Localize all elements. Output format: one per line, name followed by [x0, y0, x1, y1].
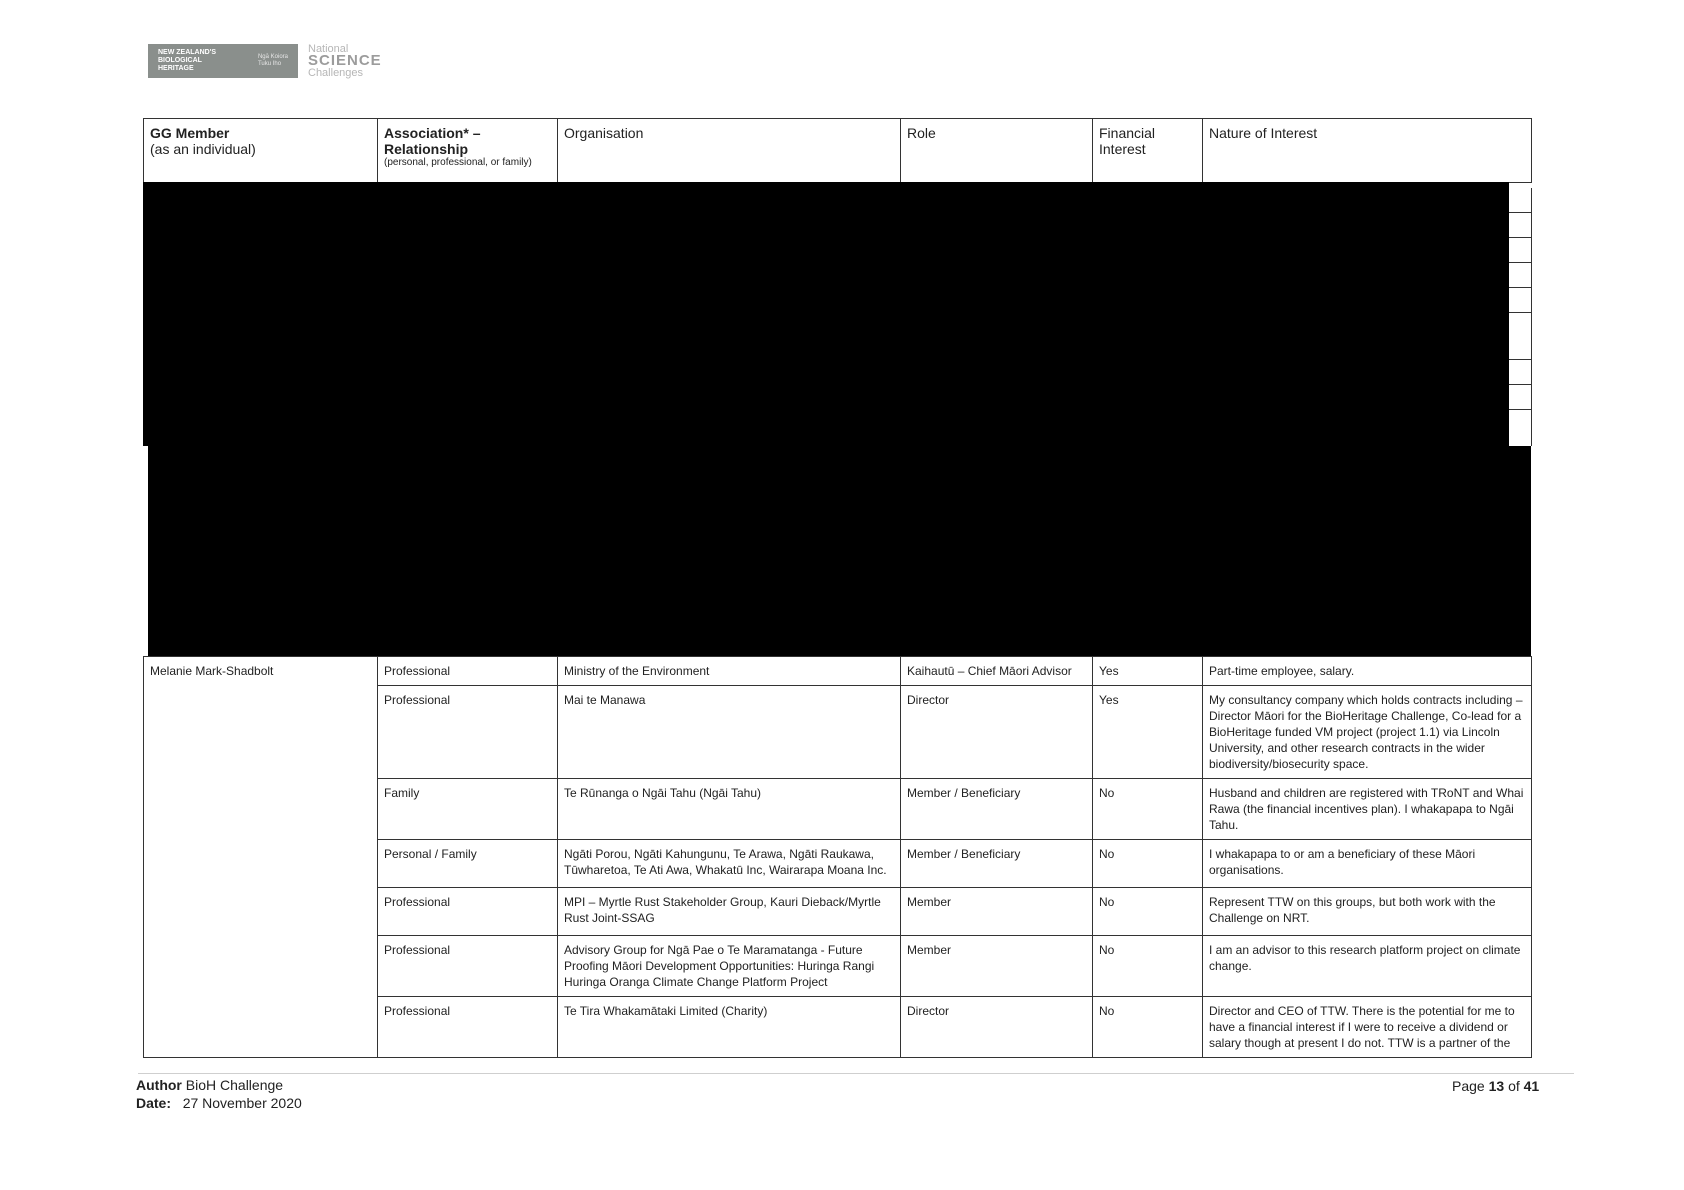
cell-organisation: Te Tira Whakamātaki Limited (Charity): [558, 997, 901, 1058]
cell-financial: No: [1093, 997, 1203, 1058]
redaction-edge-lines: [1509, 188, 1532, 446]
header-nature-of-interest: Nature of Interest: [1203, 119, 1532, 183]
header-association-sub: (personal, professional, or family): [384, 157, 532, 168]
cell-financial: Yes: [1093, 686, 1203, 779]
cell-nature: Director and CEO of TTW. There is the potential for me to have a financial interest if I were to receive a dividend or salary though at present I do not. TTW is a partner of the: [1203, 997, 1532, 1058]
header-association: [378, 119, 558, 183]
cell-role: Director: [901, 997, 1093, 1058]
redaction-block: [143, 182, 1509, 446]
cell-organisation: Advisory Group for Ngā Pae o Te Maramatanga - Future Proofing Māori Development Opportunities: Huringa Rangi Huringa Oranga Climate Change Platform Project: [558, 936, 901, 997]
logo-line: Tuku Iho: [257, 61, 282, 67]
page-total: 41: [1523, 1078, 1540, 1094]
cell-financial: No: [1093, 779, 1203, 840]
header-role: Role: [901, 119, 1093, 183]
cell-nature: Husband and children are registered with TRoNT and Whai Rawa (the financial incentives plan). I whakapapa to Ngāi Tahu.: [1203, 779, 1532, 840]
cell-financial: No: [1093, 840, 1203, 888]
date-value: 27 November 2020: [182, 1095, 302, 1111]
nz-biological-heritage-logo: [148, 44, 298, 78]
cell-association: Professional: [378, 888, 558, 936]
cell-role: Kaihautū – Chief Māori Advisor: [901, 657, 1093, 686]
cell-organisation: Mai te Manawa: [558, 686, 901, 779]
cell-nature: I whakapapa to or am a beneficiary of these Māori organisations.: [1203, 840, 1532, 888]
page-number: [1452, 1078, 1539, 1094]
logo-line: NEW ZEALAND'S: [158, 49, 217, 56]
cell-nature: My consultancy company which holds contracts including – Director Māori for the BioHeritage Challenge, Co-lead for a BioHeritage funded VM project (project 1.1) via Lincoln University, and other research contracts in the wider biodiversity/biosecurity space.: [1203, 686, 1532, 779]
cell-role: Director: [901, 686, 1093, 779]
logo-line: BIOLOGICAL: [158, 57, 202, 64]
cell-organisation: Te Rūnanga o Ngāi Tahu (Ngāi Tahu): [558, 779, 901, 840]
national-science-challenges-logo: [308, 43, 382, 79]
cell-association: Family: [378, 779, 558, 840]
table-header-row: [144, 119, 1532, 183]
author-label: Author: [136, 1077, 182, 1093]
logo-line: SCIENCE: [308, 52, 382, 69]
logo-line: National: [308, 43, 349, 55]
cell-association: Personal / Family: [378, 840, 558, 888]
cell-role: Member / Beneficiary: [901, 779, 1093, 840]
logo-line: Ngā Koiora: [257, 54, 288, 60]
logo-line: HERITAGE: [158, 65, 194, 72]
header-gg-member-label: GG Member: [150, 125, 230, 141]
date-label: Date:: [136, 1095, 172, 1111]
header-gg-member: [144, 119, 378, 183]
cell-financial: No: [1093, 936, 1203, 997]
author-value: BioH Challenge: [185, 1077, 284, 1093]
table-row: [144, 657, 1532, 686]
header-association-label: Association* –: [384, 125, 481, 141]
logo-line: Challenges: [308, 67, 364, 79]
cell-organisation: Ministry of the Environment: [558, 657, 901, 686]
cell-organisation: MPI – Myrtle Rust Stakeholder Group, Kauri Dieback/Myrtle Rust Joint-SSAG: [558, 888, 901, 936]
header-gg-member-sub: (as an individual): [150, 141, 256, 157]
cell-association: Professional: [378, 657, 558, 686]
cell-role: Member / Beneficiary: [901, 840, 1093, 888]
cell-nature: I am an advisor to this research platform project on climate change.: [1203, 936, 1532, 997]
cell-nature: Part-time employee, salary.: [1203, 657, 1532, 686]
cell-role: Member: [901, 888, 1093, 936]
page-prefix: Page: [1452, 1078, 1485, 1094]
cell-role: Member: [901, 936, 1093, 997]
cell-association: Professional: [378, 997, 558, 1058]
footer-divider: [138, 1073, 1574, 1074]
page-of: of: [1508, 1078, 1520, 1094]
cell-association: Professional: [378, 936, 558, 997]
cell-nature: Represent TTW on this groups, but both work with the Challenge on NRT.: [1203, 888, 1532, 936]
member-name: Melanie Mark-Shadbolt: [144, 657, 378, 1058]
header-logo: [148, 43, 382, 79]
cell-association: Professional: [378, 686, 558, 779]
header-organisation: Organisation: [558, 119, 901, 183]
header-association-label-2: Relationship: [384, 141, 469, 157]
redaction-block: [148, 446, 1531, 656]
cell-organisation: Ngāti Porou, Ngāti Kahungunu, Te Arawa, Ngāti Raukawa, Tūwharetoa, Te Ati Awa, Whakatū Inc, Wairarapa Moana Inc.: [558, 840, 901, 888]
footer-meta: [136, 1076, 302, 1112]
page-current: 13: [1488, 1078, 1505, 1094]
cell-financial: Yes: [1093, 657, 1203, 686]
header-financial-interest: Financial Interest: [1093, 119, 1203, 183]
cell-financial: No: [1093, 888, 1203, 936]
